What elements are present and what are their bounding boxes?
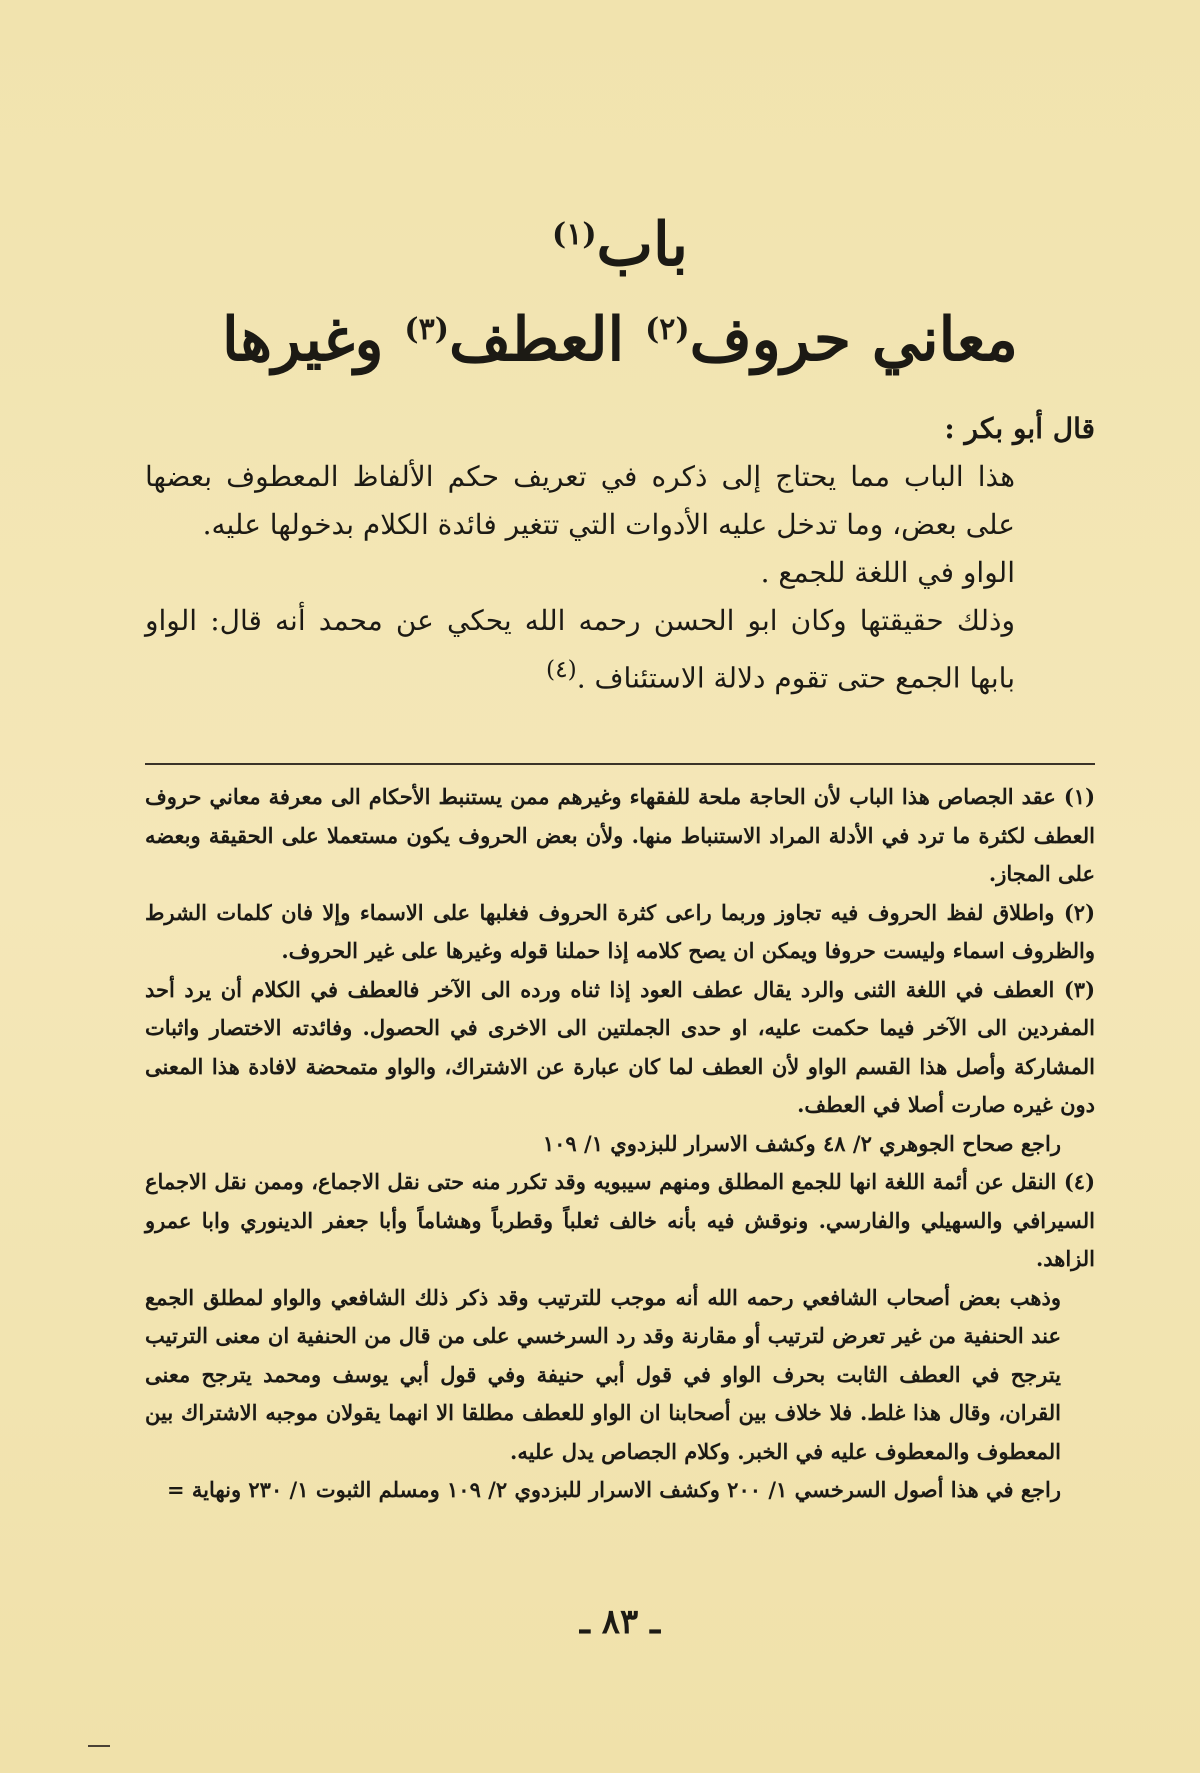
footnote-reference: [145, 1471, 1095, 1510]
footnote-item: (٢) واطلاق لفظ الحروف فيه تجاوز وربما راعى كثرة الحروف فغلبها على الاسماء وإلا فان كلمات الشرط والظروف اسماء وليست حروفا ويمكن ان يصح كلامه إذا حملنا قوله وغيرها على غير الحروف.: [145, 899, 1095, 963]
subtitle-part: العطف: [448, 305, 625, 375]
body-paragraph: [145, 597, 1095, 702]
footnote-divider: [145, 763, 1095, 765]
subtitle-part: معاني حروف: [689, 305, 1018, 375]
footnote-item: (١) عقد الجصاص هذا الباب لأن الحاجة ملحة للفقهاء وغيرهم ممن يستنبط الأحكام الى معرفة معاني حروف العطف لكثرة ما ترد في الأدلة المراد الاستنباط منها. ولأن بعض الحروف يكون مستعملا على الحقيقة وبعضه على المجاز.: [145, 784, 1095, 886]
footnote-marker: (٣): [404, 312, 449, 347]
body-paragraph-text: وذلك حقيقتها وكان ابو الحسن رحمه الله يحكي عن محمد أنه قال: الواو بابها الجمع حتى تقوم دلالة الاستئناف .: [145, 604, 1015, 695]
footnote-marker: (١): [552, 217, 597, 252]
chapter-title-word: باب: [596, 210, 688, 280]
footnote-reference: راجع صحاح الجوهري ٢/ ٤٨ وكشف الاسرار للبزدوي ١/ ١٠٩: [542, 1130, 1061, 1156]
speaker-line: قال أبو بكر :: [944, 412, 1095, 445]
body-paragraph: هذا الباب مما يحتاج إلى ذكره في تعريف حكم الألفاظ المعطوف بعضها على بعض، وما تدخل عليه الأدوات التي تتغير فائدة الكلام بدخولها عليه.: [145, 460, 1015, 541]
body-paragraph: الواو في اللغة للجمع .: [760, 556, 1015, 589]
footnote-item: (٣) العطف في اللغة الثنى والرد يقال عطف العود إذا ثناه ورده الى الآخر فالعطف في الكلام أن يرد أحد المفردين الى الآخر فيما حكمت عليه، او حدى الجملتين الى الاخرى في الحصول. وفائدته الاختصار واثبات المشاركة وأصل هذا القسم الواو لأن العطف لما كان عبارة عن الاشتراك، والواو متمحضة لافادة هذا المعنى دون غيره صارت أصلا في العطف.: [145, 976, 1096, 1117]
page-number: ـ ٨٣ ـ: [579, 1602, 661, 1642]
footnote-item: (٤) النقل عن أئمة اللغة انها للجمع المطلق ومنهم سيبويه وقد تكرر منه حتى نقل الاجماع، وممن نقل الاجماع السيرافي والسهيلي والفارسي. ونوقش فيه بأنه خالف ثعلباً وقطرباً وهشاماً وأبا جعفر الدينوري وابا عمرو الزاهد.: [145, 1169, 1095, 1271]
chapter-subtitle: [145, 285, 1095, 385]
main-text: [145, 405, 1095, 702]
footnote-marker: (٢): [645, 312, 690, 347]
footnote-marker: (٤): [545, 655, 577, 683]
page-content: [145, 0, 1095, 1773]
chapter-title: [145, 195, 1095, 285]
footnote-reference-text: راجع في هذا أصول السرخسي ١/ ٢٠٠ وكشف الاسرار للبزدوي ٢/ ١٠٩ ومسلم الثبوت ١/ ٢٣٠ ونهاية: [191, 1477, 1061, 1502]
margin-mark: [88, 1745, 110, 1747]
footnotes-section: [145, 778, 1095, 1510]
chapter-heading: [145, 195, 1095, 385]
footnote-continuation: وذهب بعض أصحاب الشافعي رحمه الله أنه موجب للترتيب وقد ذكر ذلك الشافعي والواو لمطلق الجمع عند الحنفية من غير تعرض لترتيب أو مقارنة وقد رد السرخسي على من قال من الحنفية ان معنى الترتيب يترجح في العطف الثابت بحرف الواو في قول أبي حنيفة وفي قول أبي يوسف ومحمد يترجح معنى القران، وقال هذا غلط. فلا خلاف بين أصحابنا ان الواو للعطف مطلقا الا انهما يقولان موجبه الاشتراك بين المعطوف والمعطوف عليه في الخبر. وكلام الجصاص يدل عليه.: [145, 1284, 1061, 1464]
subtitle-part: وغيرها: [222, 305, 384, 375]
continuation-mark: =: [167, 1477, 185, 1502]
